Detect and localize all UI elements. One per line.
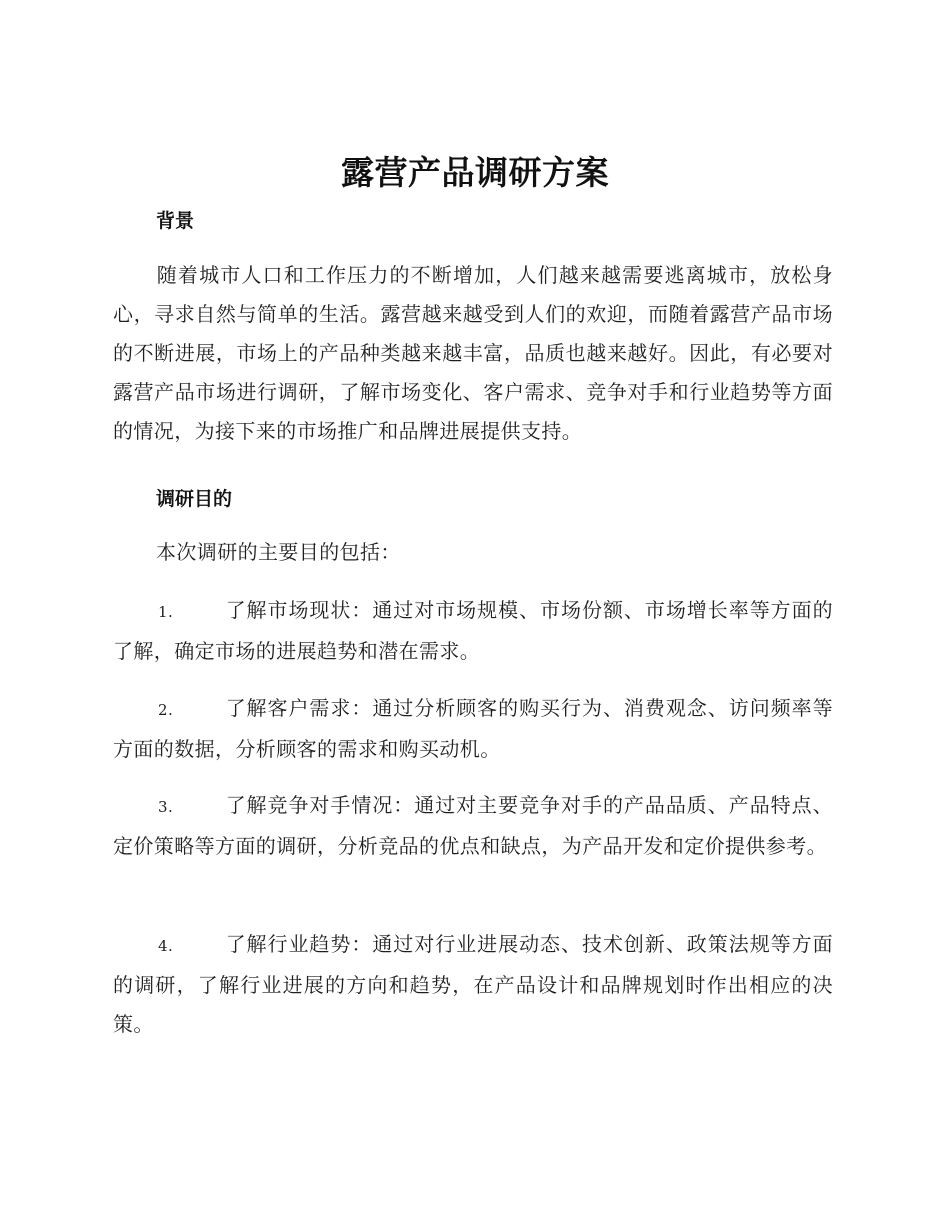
background-paragraph [113, 256, 833, 451]
list-item-number: 1. [158, 603, 174, 621]
purpose-intro-text: 本次调研的主要目的包括： [156, 540, 401, 564]
list-item-number: 2. [158, 701, 174, 719]
background-paragraph-text: 随着城市人口和工作压力的不断增加，人们越来越需要逃离城市，放松身心，寻求自然与简单的生活。露营越来越受到人们的欢迎，而随着露营产品市场的不断进展，市场上的产品种类越来越丰富，品质也越来越好。因此，有必要对露营产品市场进行调研，了解市场变化、客户需求、竞争对手和行业趋势等方面的情况，为接下来的市场推广和品牌进展提供支持。 [113, 263, 833, 443]
list-item-text: 了解行业趋势：通过对行业进展动态、技术创新、政策法规等方面的调研，了解行业进展的方向和趋势，在产品设计和品牌规划时作出相应的决策。 [113, 932, 833, 1036]
section-heading-background: 背景 [156, 210, 195, 232]
list-item-text: 了解市场现状：通过对市场规模、市场份额、市场增长率等方面的了解，确定市场的进展趋势和潜在需求。 [113, 598, 833, 663]
list-item [113, 786, 833, 866]
list-item [113, 689, 833, 769]
list-item [113, 591, 833, 671]
list-item-text: 了解竞争对手情况：通过对主要竞争对手的产品品质、产品特点、定价策略等方面的调研，分析竞品的优点和缺点，为产品开发和定价提供参考。 [113, 793, 833, 858]
list-item-number: 3. [158, 798, 174, 816]
list-item [113, 925, 833, 1044]
list-item-number: 4. [158, 937, 174, 955]
list-item-text: 了解客户需求：通过分析顾客的购买行为、消费观念、访问频率等方面的数据，分析顾客的需求和购买动机。 [113, 696, 833, 761]
document-title: 露营产品调研方案 [341, 153, 609, 192]
purpose-intro [113, 533, 833, 572]
section-heading-purpose: 调研目的 [156, 488, 233, 510]
